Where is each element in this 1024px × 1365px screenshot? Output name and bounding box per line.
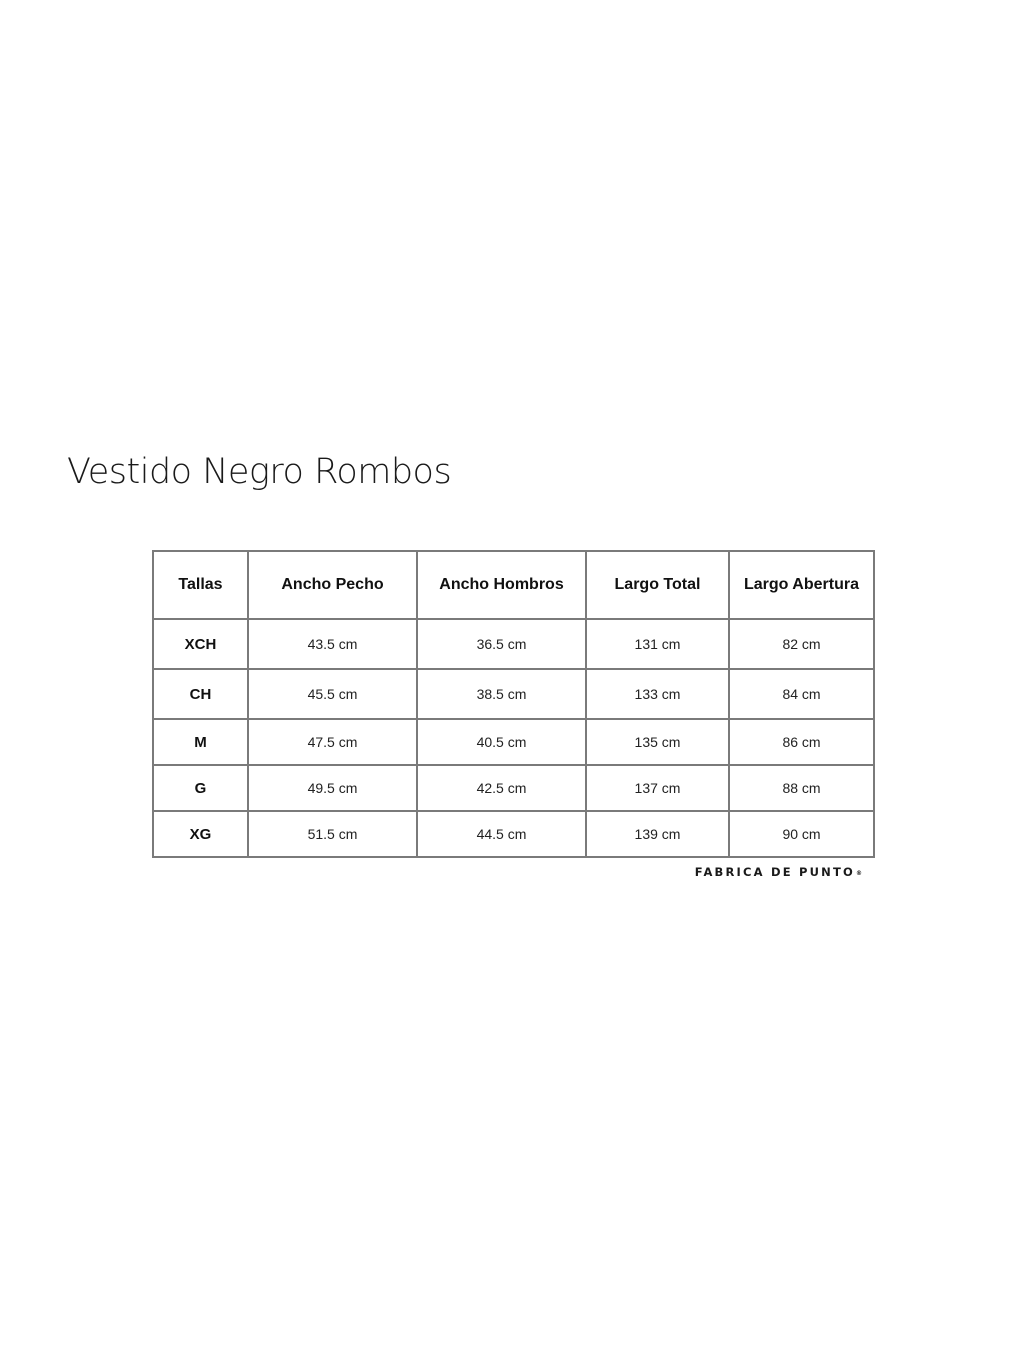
header-ancho-hombros: Ancho Hombros	[417, 551, 586, 619]
table-cell: 88 cm	[729, 765, 874, 811]
table-cell: 44.5 cm	[417, 811, 586, 857]
brand-logo	[695, 865, 862, 879]
header-largo-total: Largo Total	[586, 551, 729, 619]
table-cell: 40.5 cm	[417, 719, 586, 765]
table-cell: 36.5 cm	[417, 619, 586, 669]
table-row	[153, 669, 874, 719]
table-cell: 42.5 cm	[417, 765, 586, 811]
size-chart-table	[152, 550, 875, 858]
table-cell: 47.5 cm	[248, 719, 417, 765]
table-cell: 90 cm	[729, 811, 874, 857]
table-cell: 131 cm	[586, 619, 729, 669]
table-cell: 43.5 cm	[248, 619, 417, 669]
table-row	[153, 811, 874, 857]
table-cell: 45.5 cm	[248, 669, 417, 719]
table-row	[153, 619, 874, 669]
table-cell: 82 cm	[729, 619, 874, 669]
table-row	[153, 765, 874, 811]
header-largo-abertura: Largo Abertura	[729, 551, 874, 619]
table-cell: 135 cm	[586, 719, 729, 765]
size-label: XCH	[153, 619, 248, 669]
size-label: XG	[153, 811, 248, 857]
table-cell: 84 cm	[729, 669, 874, 719]
registered-mark-icon: ®	[856, 870, 862, 877]
size-label: G	[153, 765, 248, 811]
table-cell: 49.5 cm	[248, 765, 417, 811]
page-title: Vestido Negro Rombos	[67, 452, 452, 492]
header-tallas: Tallas	[153, 551, 248, 619]
size-label: M	[153, 719, 248, 765]
table-row	[153, 719, 874, 765]
table-cell: 51.5 cm	[248, 811, 417, 857]
table-cell: 38.5 cm	[417, 669, 586, 719]
table-cell: 86 cm	[729, 719, 874, 765]
size-label: CH	[153, 669, 248, 719]
brand-name: FABRICA DE PUNTO	[694, 865, 855, 879]
table-cell: 139 cm	[586, 811, 729, 857]
header-ancho-pecho: Ancho Pecho	[248, 551, 417, 619]
table-header-row	[153, 551, 874, 619]
table-cell: 133 cm	[586, 669, 729, 719]
table-cell: 137 cm	[586, 765, 729, 811]
